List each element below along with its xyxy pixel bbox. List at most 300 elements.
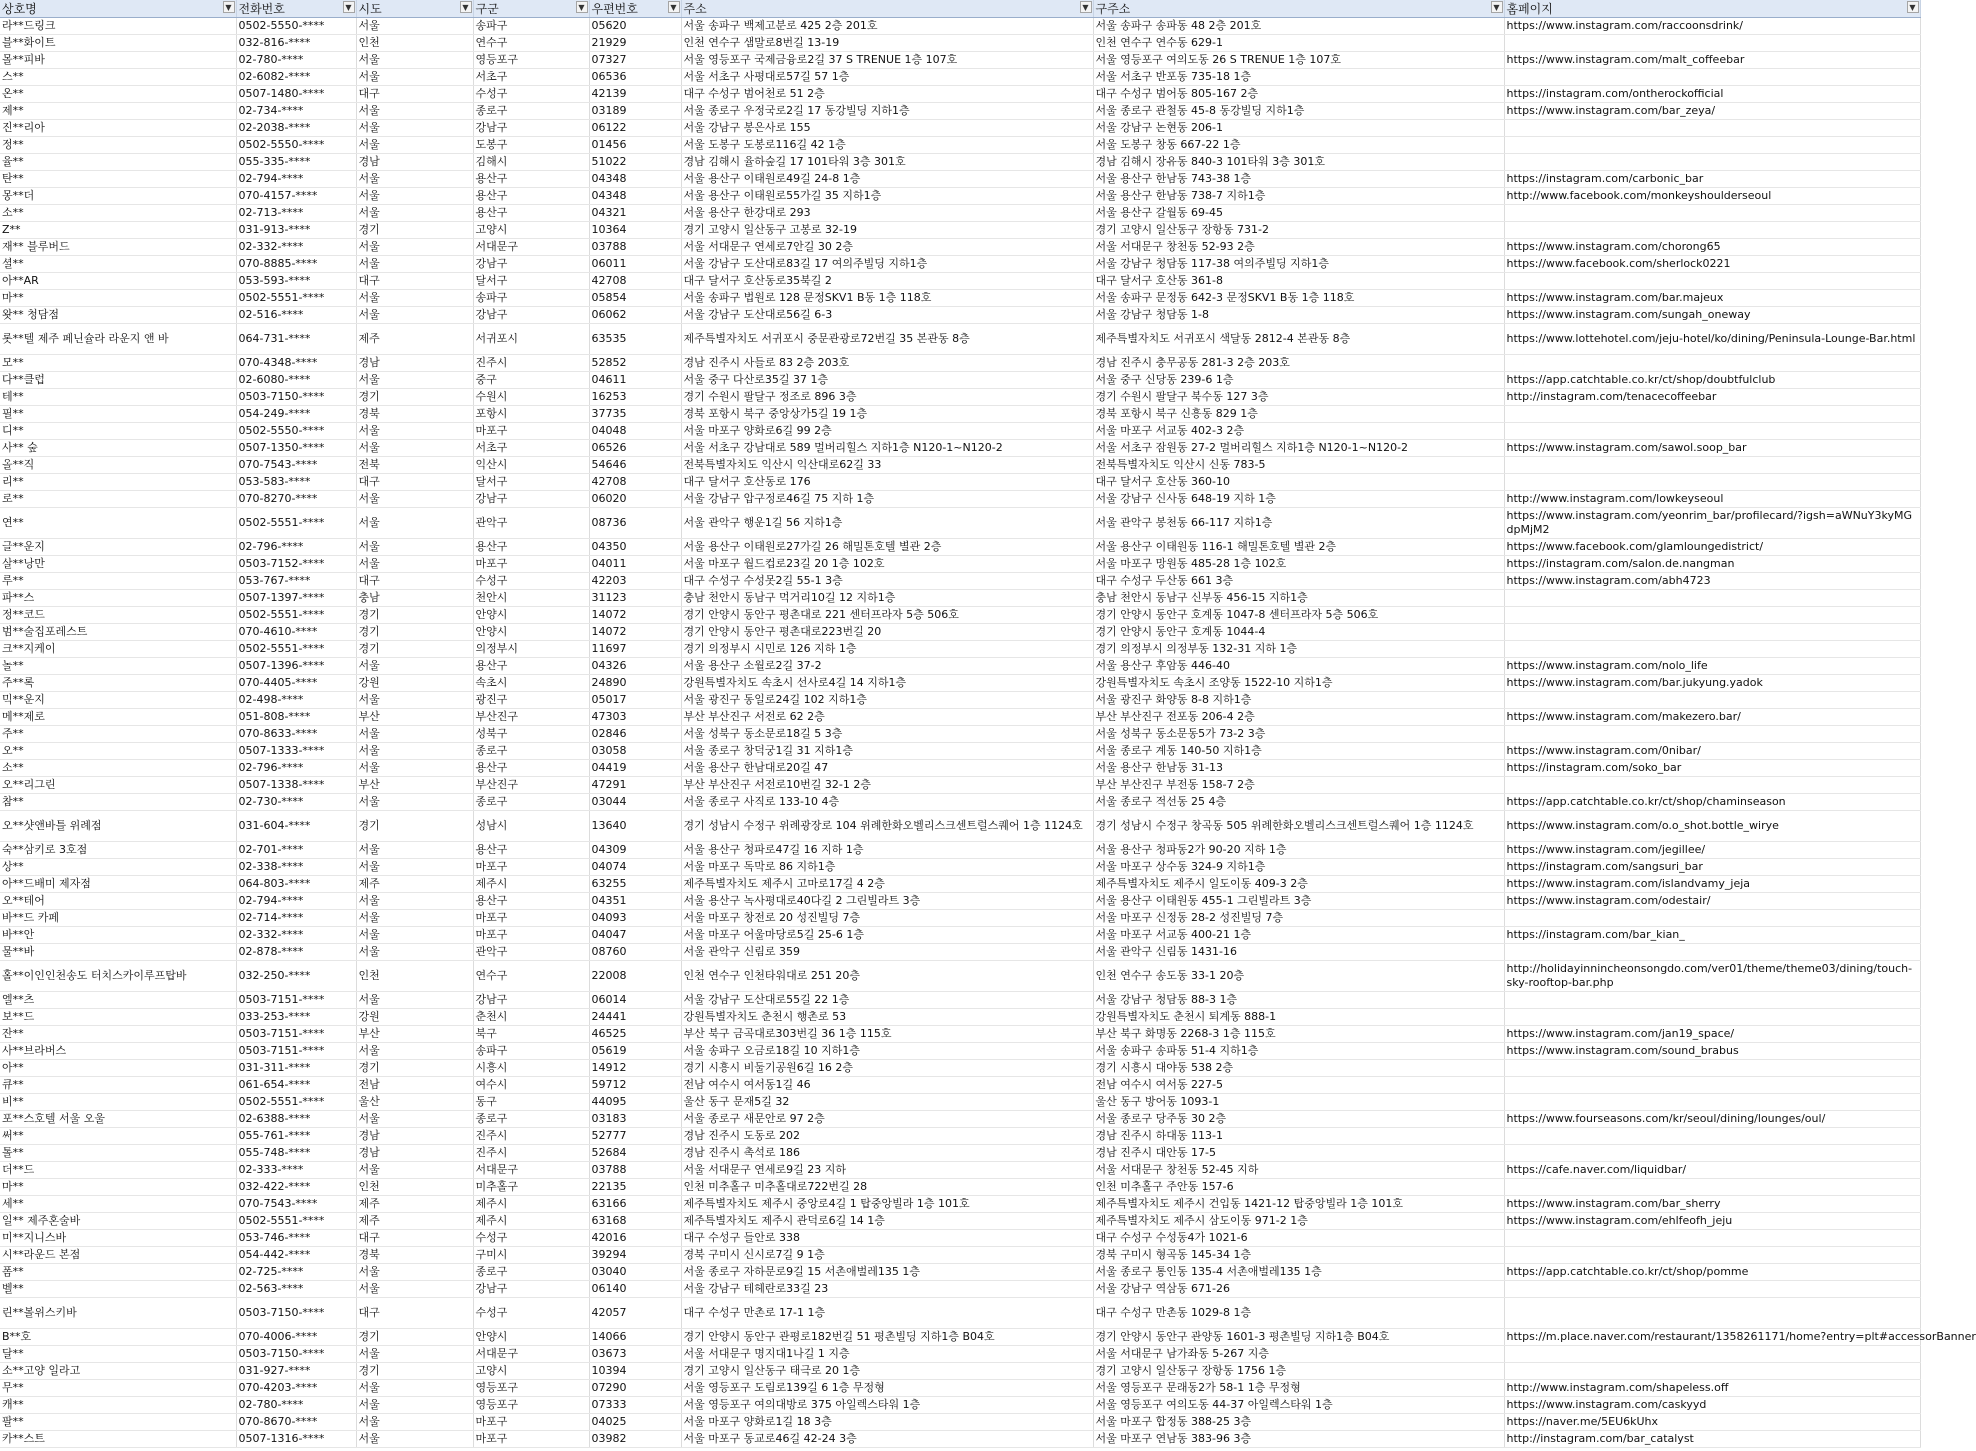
cell-province[interactable]: 서울 xyxy=(356,491,473,508)
cell-district[interactable]: 여수시 xyxy=(473,1077,589,1094)
cell-province[interactable]: 서울 xyxy=(356,1281,473,1298)
cell-name[interactable]: 포**스호텔 서울 오울 xyxy=(0,1111,236,1128)
cell-address[interactable]: 서울 용산구 소월로2길 37-2 xyxy=(681,658,1093,675)
cell-province[interactable]: 충남 xyxy=(356,590,473,607)
cell-old-address[interactable]: 서울 용산구 이태원동 116-1 해밀톤호텔 별관 2층 xyxy=(1093,539,1504,556)
cell-name[interactable]: 제** xyxy=(0,103,236,120)
cell-address[interactable]: 서울 강남구 테헤란로33길 23 xyxy=(681,1281,1093,1298)
cell-postcode[interactable]: 31123 xyxy=(589,590,681,607)
cell-postcode[interactable]: 11697 xyxy=(589,641,681,658)
cell-phone[interactable]: 070-4006-**** xyxy=(236,1329,356,1346)
cell-homepage[interactable]: https://www.instagram.com/bar_zeya/ xyxy=(1504,103,1920,120)
cell-district[interactable]: 제주시 xyxy=(473,1196,589,1213)
cell-province[interactable]: 인천 xyxy=(356,1179,473,1196)
cell-province[interactable]: 경기 xyxy=(356,1363,473,1380)
cell-postcode[interactable]: 02846 xyxy=(589,726,681,743)
cell-old-address[interactable]: 강원특별자치도 춘천시 퇴계동 888-1 xyxy=(1093,1009,1504,1026)
cell-province[interactable]: 서울 xyxy=(356,120,473,137)
cell-old-address[interactable]: 서울 마포구 신정동 28-2 성진빌딩 7층 xyxy=(1093,910,1504,927)
cell-district[interactable]: 포항시 xyxy=(473,406,589,423)
cell-homepage[interactable]: https://www.instagram.com/sawol.soop_bar xyxy=(1504,440,1920,457)
cell-postcode[interactable]: 52777 xyxy=(589,1128,681,1145)
cell-old-address[interactable]: 서울 강남구 청담동 117-38 여의주빌딩 지하1층 xyxy=(1093,256,1504,273)
cell-postcode[interactable]: 04074 xyxy=(589,859,681,876)
cell-old-address[interactable]: 대구 달서구 호산동 360-10 xyxy=(1093,474,1504,491)
cell-postcode[interactable]: 59712 xyxy=(589,1077,681,1094)
cell-name[interactable]: 마** xyxy=(0,290,236,307)
cell-district[interactable]: 안양시 xyxy=(473,607,589,624)
cell-province[interactable]: 경기 xyxy=(356,607,473,624)
cell-address[interactable]: 경남 진주시 사들로 83 2층 203호 xyxy=(681,355,1093,372)
cell-old-address[interactable]: 경남 진주시 대안동 17-5 xyxy=(1093,1145,1504,1162)
cell-address[interactable]: 서울 종로구 사직로 133-10 4층 xyxy=(681,794,1093,811)
cell-phone[interactable]: 051-808-**** xyxy=(236,709,356,726)
cell-old-address[interactable]: 경기 안양시 동안구 호계동 1047-8 센터프라자 5층 506호 xyxy=(1093,607,1504,624)
cell-postcode[interactable]: 05620 xyxy=(589,18,681,35)
cell-homepage[interactable] xyxy=(1504,1298,1920,1329)
cell-phone[interactable]: 0502-5550-**** xyxy=(236,18,356,35)
cell-district[interactable]: 시흥시 xyxy=(473,1060,589,1077)
cell-phone[interactable]: 031-927-**** xyxy=(236,1363,356,1380)
cell-address[interactable]: 서울 마포구 창전로 20 성진빌딩 7층 xyxy=(681,910,1093,927)
cell-name[interactable]: 미**지니스바 xyxy=(0,1230,236,1247)
cell-phone[interactable]: 0507-1480-**** xyxy=(236,86,356,103)
cell-postcode[interactable]: 22135 xyxy=(589,1179,681,1196)
cell-postcode[interactable]: 42708 xyxy=(589,474,681,491)
cell-old-address[interactable]: 서울 마포구 합정동 388-25 3층 xyxy=(1093,1414,1504,1431)
cell-phone[interactable]: 0503-7150-**** xyxy=(236,389,356,406)
cell-district[interactable]: 안양시 xyxy=(473,1329,589,1346)
cell-postcode[interactable]: 14072 xyxy=(589,607,681,624)
cell-old-address[interactable]: 서울 영등포구 여의도동 44-37 아일렉스타워 1층 xyxy=(1093,1397,1504,1414)
cell-postcode[interactable]: 42016 xyxy=(589,1230,681,1247)
cell-name[interactable]: 셜** xyxy=(0,256,236,273)
cell-district[interactable]: 마포구 xyxy=(473,1414,589,1431)
cell-district[interactable]: 용산구 xyxy=(473,658,589,675)
cell-address[interactable]: 서울 종로구 창덕궁1길 31 지하1층 xyxy=(681,743,1093,760)
cell-postcode[interactable]: 03673 xyxy=(589,1346,681,1363)
cell-address[interactable]: 서울 영등포구 도림로139길 6 1층 무정형 xyxy=(681,1380,1093,1397)
cell-phone[interactable]: 0502-5551-**** xyxy=(236,641,356,658)
dropdown-arrow-icon[interactable]: ▼ xyxy=(1491,1,1503,13)
cell-name[interactable]: 아**드배미 제자점 xyxy=(0,876,236,893)
cell-old-address[interactable]: 서울 종로구 통인동 135-4 서촌애벌레135 1층 xyxy=(1093,1264,1504,1281)
cell-district[interactable]: 강남구 xyxy=(473,120,589,137)
cell-address[interactable]: 경기 시흥시 비둘기공원6길 16 2층 xyxy=(681,1060,1093,1077)
cell-phone[interactable]: 0502-5551-**** xyxy=(236,290,356,307)
cell-name[interactable]: 사**브라버스 xyxy=(0,1043,236,1060)
cell-homepage[interactable]: https://app.catchtable.co.kr/ct/shop/pomme xyxy=(1504,1264,1920,1281)
cell-phone[interactable]: 0502-5550-**** xyxy=(236,137,356,154)
cell-homepage[interactable]: https://instagram.com/carbonic_bar xyxy=(1504,171,1920,188)
cell-province[interactable]: 서울 xyxy=(356,423,473,440)
cell-district[interactable]: 진주시 xyxy=(473,355,589,372)
cell-postcode[interactable]: 05854 xyxy=(589,290,681,307)
cell-province[interactable]: 서울 xyxy=(356,692,473,709)
cell-name[interactable]: 린**볼위스키바 xyxy=(0,1298,236,1329)
cell-old-address[interactable]: 부산 부산진구 전포동 206-4 2층 xyxy=(1093,709,1504,726)
cell-province[interactable]: 인천 xyxy=(356,961,473,992)
cell-homepage[interactable]: https://www.instagram.com/islandvamy_jeja xyxy=(1504,876,1920,893)
cell-province[interactable]: 서울 xyxy=(356,256,473,273)
cell-postcode[interactable]: 06020 xyxy=(589,491,681,508)
cell-address[interactable]: 부산 부산진구 서전로 62 2층 xyxy=(681,709,1093,726)
cell-district[interactable]: 서귀포시 xyxy=(473,324,589,355)
cell-phone[interactable]: 032-816-**** xyxy=(236,35,356,52)
cell-postcode[interactable]: 04047 xyxy=(589,927,681,944)
cell-district[interactable]: 달서구 xyxy=(473,273,589,290)
cell-district[interactable]: 수원시 xyxy=(473,389,589,406)
cell-address[interactable]: 서울 관악구 신림로 359 xyxy=(681,944,1093,961)
cell-district[interactable]: 북구 xyxy=(473,1026,589,1043)
cell-homepage[interactable] xyxy=(1504,1179,1920,1196)
cell-homepage[interactable]: https://www.instagram.com/yeonrim_bar/profilecard/?igsh=aWNuY3kyMGdpMjM2 xyxy=(1504,508,1920,539)
cell-district[interactable]: 용산구 xyxy=(473,188,589,205)
cell-province[interactable]: 대구 xyxy=(356,1298,473,1329)
cell-name[interactable]: 무** xyxy=(0,1380,236,1397)
cell-old-address[interactable]: 서울 성북구 동소문동5가 73-2 3층 xyxy=(1093,726,1504,743)
cell-postcode[interactable]: 06536 xyxy=(589,69,681,86)
cell-postcode[interactable]: 06122 xyxy=(589,120,681,137)
cell-postcode[interactable]: 42203 xyxy=(589,573,681,590)
cell-homepage[interactable] xyxy=(1504,1363,1920,1380)
cell-old-address[interactable]: 서울 마포구 서교동 400-21 1층 xyxy=(1093,927,1504,944)
cell-phone[interactable]: 070-8270-**** xyxy=(236,491,356,508)
cell-address[interactable]: 대구 수성구 수성못2길 55-1 3층 xyxy=(681,573,1093,590)
cell-old-address[interactable]: 충남 천안시 동남구 신부동 456-15 지하1층 xyxy=(1093,590,1504,607)
cell-district[interactable]: 마포구 xyxy=(473,927,589,944)
cell-old-address[interactable]: 서울 서대문구 창천동 52-93 2층 xyxy=(1093,239,1504,256)
cell-phone[interactable]: 070-4157-**** xyxy=(236,188,356,205)
cell-old-address[interactable]: 서울 마포구 연남동 383-96 3층 xyxy=(1093,1431,1504,1448)
cell-old-address[interactable]: 경기 성남시 수정구 창곡동 505 위례한화오벨리스크센트럴스퀘어 1층 1124호 xyxy=(1093,811,1504,842)
cell-old-address[interactable]: 제주특별자치도 제주시 일도이동 409-3 2층 xyxy=(1093,876,1504,893)
cell-postcode[interactable]: 04348 xyxy=(589,171,681,188)
cell-phone[interactable]: 0507-1333-**** xyxy=(236,743,356,760)
cell-homepage[interactable] xyxy=(1504,1077,1920,1094)
cell-postcode[interactable]: 06526 xyxy=(589,440,681,457)
cell-province[interactable]: 서울 xyxy=(356,658,473,675)
cell-phone[interactable]: 031-311-**** xyxy=(236,1060,356,1077)
cell-district[interactable]: 마포구 xyxy=(473,910,589,927)
cell-address[interactable]: 서울 송파구 오금로18길 10 지하1층 xyxy=(681,1043,1093,1060)
cell-homepage[interactable]: https://www.instagram.com/raccoonsdrink/ xyxy=(1504,18,1920,35)
cell-postcode[interactable]: 52852 xyxy=(589,355,681,372)
cell-phone[interactable]: 0507-1316-**** xyxy=(236,1431,356,1448)
cell-postcode[interactable]: 52684 xyxy=(589,1145,681,1162)
cell-old-address[interactable]: 서울 광진구 화양동 8-8 지하1층 xyxy=(1093,692,1504,709)
cell-phone[interactable]: 02-2038-**** xyxy=(236,120,356,137)
cell-district[interactable]: 종로구 xyxy=(473,1264,589,1281)
cell-phone[interactable]: 070-7543-**** xyxy=(236,1196,356,1213)
cell-name[interactable]: 카**스트 xyxy=(0,1431,236,1448)
cell-province[interactable]: 서울 xyxy=(356,927,473,944)
cell-old-address[interactable]: 서울 종로구 당주동 30 2층 xyxy=(1093,1111,1504,1128)
cell-name[interactable]: 글**운지 xyxy=(0,539,236,556)
cell-postcode[interactable]: 03040 xyxy=(589,1264,681,1281)
cell-name[interactable]: B**호 xyxy=(0,1329,236,1346)
cell-province[interactable]: 서울 xyxy=(356,188,473,205)
cell-address[interactable]: 서울 용산구 이태원로27가길 26 해밀톤호텔 별관 2층 xyxy=(681,539,1093,556)
cell-postcode[interactable]: 04309 xyxy=(589,842,681,859)
cell-old-address[interactable]: 대구 수성구 수성동4가 1021-6 xyxy=(1093,1230,1504,1247)
cell-old-address[interactable]: 부산 부산진구 부전동 158-7 2층 xyxy=(1093,777,1504,794)
cell-old-address[interactable]: 서울 용산구 후암동 446-40 xyxy=(1093,658,1504,675)
cell-address[interactable]: 서울 관악구 행운1길 56 지하1층 xyxy=(681,508,1093,539)
cell-province[interactable]: 서울 xyxy=(356,743,473,760)
cell-homepage[interactable] xyxy=(1504,641,1920,658)
cell-homepage[interactable]: https://www.instagram.com/o.o_shot.bottle_wirye xyxy=(1504,811,1920,842)
cell-province[interactable]: 서울 xyxy=(356,539,473,556)
cell-district[interactable]: 구미시 xyxy=(473,1247,589,1264)
cell-postcode[interactable]: 39294 xyxy=(589,1247,681,1264)
cell-phone[interactable]: 0503-7151-**** xyxy=(236,1026,356,1043)
cell-old-address[interactable]: 서울 송파구 송파동 48 2층 201호 xyxy=(1093,18,1504,35)
cell-homepage[interactable]: https://instagram.com/sangsuri_bar xyxy=(1504,859,1920,876)
dropdown-arrow-icon[interactable]: ▼ xyxy=(1080,1,1092,13)
cell-province[interactable]: 경기 xyxy=(356,222,473,239)
cell-phone[interactable]: 070-8885-**** xyxy=(236,256,356,273)
cell-homepage[interactable] xyxy=(1504,355,1920,372)
cell-district[interactable]: 용산구 xyxy=(473,171,589,188)
cell-district[interactable]: 마포구 xyxy=(473,423,589,440)
cell-old-address[interactable]: 서울 용산구 갈월동 69-45 xyxy=(1093,205,1504,222)
cell-name[interactable]: 디** xyxy=(0,423,236,440)
cell-old-address[interactable]: 경기 안양시 동안구 호계동 1044-4 xyxy=(1093,624,1504,641)
cell-phone[interactable]: 0503-7151-**** xyxy=(236,1043,356,1060)
cell-phone[interactable]: 02-794-**** xyxy=(236,893,356,910)
cell-district[interactable]: 수성구 xyxy=(473,573,589,590)
cell-homepage[interactable] xyxy=(1504,1145,1920,1162)
cell-old-address[interactable]: 서울 송파구 문정동 642-3 문정SKV1 B동 1층 118호 xyxy=(1093,290,1504,307)
cell-old-address[interactable]: 서울 강남구 신사동 648-19 지하 1층 xyxy=(1093,491,1504,508)
cell-homepage[interactable]: https://instagram.com/bar_kian_ xyxy=(1504,927,1920,944)
cell-address[interactable]: 서울 마포구 동교로46길 42-24 3층 xyxy=(681,1431,1093,1448)
cell-homepage[interactable] xyxy=(1504,423,1920,440)
cell-phone[interactable]: 070-4610-**** xyxy=(236,624,356,641)
cell-address[interactable]: 서울 마포구 양화로1길 18 3층 xyxy=(681,1414,1093,1431)
cell-old-address[interactable]: 서울 송파구 송파동 51-4 지하1층 xyxy=(1093,1043,1504,1060)
cell-address[interactable]: 경남 김해시 율하숲길 17 101타워 3층 301호 xyxy=(681,154,1093,171)
cell-postcode[interactable]: 14912 xyxy=(589,1060,681,1077)
cell-address[interactable]: 경기 안양시 동안구 평촌대로223번길 20 xyxy=(681,624,1093,641)
cell-address[interactable]: 전남 여수시 여서동1길 46 xyxy=(681,1077,1093,1094)
cell-phone[interactable]: 055-748-**** xyxy=(236,1145,356,1162)
cell-homepage[interactable]: https://www.instagram.com/jegillee/ xyxy=(1504,842,1920,859)
cell-name[interactable]: 바**드 카페 xyxy=(0,910,236,927)
cell-province[interactable]: 서울 xyxy=(356,794,473,811)
cell-old-address[interactable]: 서울 강남구 역삼동 671-26 xyxy=(1093,1281,1504,1298)
cell-district[interactable]: 서초구 xyxy=(473,69,589,86)
cell-name[interactable]: 재** 블루버드 xyxy=(0,239,236,256)
cell-province[interactable]: 서울 xyxy=(356,859,473,876)
cell-homepage[interactable] xyxy=(1504,590,1920,607)
cell-phone[interactable]: 02-332-**** xyxy=(236,927,356,944)
cell-district[interactable]: 서대문구 xyxy=(473,1162,589,1179)
cell-province[interactable]: 대구 xyxy=(356,1230,473,1247)
cell-address[interactable]: 서울 강남구 압구정로46길 75 지하 1층 xyxy=(681,491,1093,508)
cell-postcode[interactable]: 06011 xyxy=(589,256,681,273)
cell-province[interactable]: 서울 xyxy=(356,1264,473,1281)
cell-old-address[interactable]: 서울 마포구 망원동 485-28 1층 102호 xyxy=(1093,556,1504,573)
cell-district[interactable]: 광진구 xyxy=(473,692,589,709)
cell-old-address[interactable]: 대구 달서구 호산동 361-8 xyxy=(1093,273,1504,290)
cell-address[interactable]: 부산 부산진구 서전로10번길 32-1 2층 xyxy=(681,777,1093,794)
cell-name[interactable]: 몰**피바 xyxy=(0,52,236,69)
cell-name[interactable]: 일** 제주혼술바 xyxy=(0,1213,236,1230)
cell-district[interactable]: 마포구 xyxy=(473,556,589,573)
cell-postcode[interactable]: 63166 xyxy=(589,1196,681,1213)
cell-district[interactable]: 김해시 xyxy=(473,154,589,171)
cell-homepage[interactable]: http://instagram.com/tenacecoffeebar xyxy=(1504,389,1920,406)
cell-name[interactable]: 물**바 xyxy=(0,944,236,961)
cell-district[interactable]: 고양시 xyxy=(473,1363,589,1380)
cell-name[interactable]: 마** xyxy=(0,1179,236,1196)
cell-province[interactable]: 서울 xyxy=(356,103,473,120)
cell-province[interactable]: 서울 xyxy=(356,992,473,1009)
cell-district[interactable]: 강남구 xyxy=(473,491,589,508)
cell-phone[interactable]: 02-713-**** xyxy=(236,205,356,222)
cell-homepage[interactable]: https://www.facebook.com/glamloungedistrict/ xyxy=(1504,539,1920,556)
cell-address[interactable]: 부산 북구 금곡대로303번길 36 1층 115호 xyxy=(681,1026,1093,1043)
cell-district[interactable]: 영등포구 xyxy=(473,1397,589,1414)
cell-postcode[interactable]: 04419 xyxy=(589,760,681,777)
cell-phone[interactable]: 0507-1350-**** xyxy=(236,440,356,457)
cell-old-address[interactable]: 인천 연수구 연수동 629-1 xyxy=(1093,35,1504,52)
cell-name[interactable]: 사** 숲 xyxy=(0,440,236,457)
cell-homepage[interactable]: https://www.instagram.com/bar.jukyung.yadok xyxy=(1504,675,1920,692)
cell-province[interactable]: 서울 xyxy=(356,1111,473,1128)
cell-old-address[interactable]: 서울 용산구 이태원동 455-1 그린빌라트 3층 xyxy=(1093,893,1504,910)
cell-postcode[interactable]: 54646 xyxy=(589,457,681,474)
cell-name[interactable]: 롯**텔 제주 페닌슐라 라운지 앤 바 xyxy=(0,324,236,355)
cell-address[interactable]: 제주특별자치도 제주시 중앙로4길 1 탑중앙빌라 1층 101호 xyxy=(681,1196,1093,1213)
cell-name[interactable]: 오** xyxy=(0,743,236,760)
cell-name[interactable]: 숙**삼키로 3호점 xyxy=(0,842,236,859)
cell-phone[interactable]: 02-780-**** xyxy=(236,1397,356,1414)
cell-district[interactable]: 천안시 xyxy=(473,590,589,607)
cell-name[interactable]: 루** xyxy=(0,573,236,590)
cell-district[interactable]: 관악구 xyxy=(473,508,589,539)
cell-province[interactable]: 경남 xyxy=(356,1145,473,1162)
cell-address[interactable]: 경북 포항시 북구 중앙상가5길 19 1층 xyxy=(681,406,1093,423)
cell-province[interactable]: 경남 xyxy=(356,1128,473,1145)
cell-phone[interactable]: 0507-1396-**** xyxy=(236,658,356,675)
cell-postcode[interactable]: 42708 xyxy=(589,273,681,290)
cell-name[interactable]: 톨** xyxy=(0,1145,236,1162)
cell-address[interactable]: 서울 마포구 월드컵로23길 20 1층 102호 xyxy=(681,556,1093,573)
cell-address[interactable]: 서울 영등포구 여의대방로 375 아일렉스타워 1층 xyxy=(681,1397,1093,1414)
cell-address[interactable]: 대구 수성구 만촌로 17-1 1층 xyxy=(681,1298,1093,1329)
cell-address[interactable]: 인천 연수구 샘말로8번길 13-19 xyxy=(681,35,1093,52)
cell-province[interactable]: 인천 xyxy=(356,35,473,52)
cell-province[interactable]: 대구 xyxy=(356,273,473,290)
cell-postcode[interactable]: 14066 xyxy=(589,1329,681,1346)
cell-address[interactable]: 서울 서대문구 명지대1나길 1 지층 xyxy=(681,1346,1093,1363)
cell-postcode[interactable]: 03788 xyxy=(589,1162,681,1179)
cell-name[interactable]: 몽**더 xyxy=(0,188,236,205)
cell-name[interactable]: 믹**운지 xyxy=(0,692,236,709)
cell-old-address[interactable]: 경기 고양시 일산동구 장항동 731-2 xyxy=(1093,222,1504,239)
cell-homepage[interactable] xyxy=(1504,992,1920,1009)
cell-postcode[interactable]: 03044 xyxy=(589,794,681,811)
cell-address[interactable]: 서울 송파구 백제고분로 425 2층 201호 xyxy=(681,18,1093,35)
cell-name[interactable]: 로** xyxy=(0,491,236,508)
cell-district[interactable]: 안양시 xyxy=(473,624,589,641)
cell-postcode[interactable]: 03982 xyxy=(589,1431,681,1448)
cell-phone[interactable]: 02-563-**** xyxy=(236,1281,356,1298)
cell-province[interactable]: 제주 xyxy=(356,324,473,355)
dropdown-arrow-icon[interactable]: ▼ xyxy=(576,1,588,13)
cell-district[interactable]: 용산구 xyxy=(473,893,589,910)
cell-district[interactable]: 마포구 xyxy=(473,1431,589,1448)
cell-postcode[interactable]: 22008 xyxy=(589,961,681,992)
cell-name[interactable]: 테** xyxy=(0,389,236,406)
cell-district[interactable]: 용산구 xyxy=(473,539,589,556)
cell-address[interactable]: 제주특별자치도 제주시 관덕로6길 14 1층 xyxy=(681,1213,1093,1230)
cell-address[interactable]: 서울 강남구 봉은사로 155 xyxy=(681,120,1093,137)
cell-name[interactable]: 비** xyxy=(0,1094,236,1111)
cell-old-address[interactable]: 인천 연수구 송도동 33-1 20층 xyxy=(1093,961,1504,992)
cell-address[interactable]: 서울 용산구 한남대로20길 47 xyxy=(681,760,1093,777)
cell-postcode[interactable]: 13640 xyxy=(589,811,681,842)
cell-address[interactable]: 대구 수성구 들안로 338 xyxy=(681,1230,1093,1247)
cell-homepage[interactable]: http://www.facebook.com/monkeyshoulderseoul xyxy=(1504,188,1920,205)
cell-phone[interactable]: 02-333-**** xyxy=(236,1162,356,1179)
cell-address[interactable]: 충남 천안시 동남구 먹거리10길 12 지하1층 xyxy=(681,590,1093,607)
cell-phone[interactable]: 031-913-**** xyxy=(236,222,356,239)
cell-phone[interactable]: 02-338-**** xyxy=(236,859,356,876)
cell-district[interactable]: 송파구 xyxy=(473,18,589,35)
cell-postcode[interactable]: 08736 xyxy=(589,508,681,539)
cell-old-address[interactable]: 서울 강남구 청담동 1-8 xyxy=(1093,307,1504,324)
cell-phone[interactable]: 0502-5551-**** xyxy=(236,1213,356,1230)
cell-old-address[interactable]: 인천 미추홀구 주안동 157-6 xyxy=(1093,1179,1504,1196)
cell-province[interactable]: 서울 xyxy=(356,205,473,222)
cell-name[interactable]: 폼** xyxy=(0,1264,236,1281)
cell-old-address[interactable]: 경남 진주시 하대동 113-1 xyxy=(1093,1128,1504,1145)
cell-province[interactable]: 서울 xyxy=(356,944,473,961)
cell-phone[interactable]: 055-335-**** xyxy=(236,154,356,171)
cell-address[interactable]: 대구 수성구 범어천로 51 2층 xyxy=(681,86,1093,103)
cell-address[interactable]: 울산 동구 문재5길 32 xyxy=(681,1094,1093,1111)
cell-address[interactable]: 제주특별자치도 서귀포시 중문관광로72번길 35 본관동 8층 xyxy=(681,324,1093,355)
cell-postcode[interactable]: 03183 xyxy=(589,1111,681,1128)
cell-address[interactable]: 경기 의정부시 시민로 126 지하 1층 xyxy=(681,641,1093,658)
cell-old-address[interactable]: 전북특별자치도 익산시 신동 783-5 xyxy=(1093,457,1504,474)
cell-name[interactable]: 살**낭만 xyxy=(0,556,236,573)
cell-address[interactable]: 서울 마포구 어울마당로5길 25-6 1층 xyxy=(681,927,1093,944)
cell-old-address[interactable]: 경기 의정부시 의정부동 132-31 지하 1층 xyxy=(1093,641,1504,658)
cell-postcode[interactable]: 03788 xyxy=(589,239,681,256)
cell-address[interactable]: 인천 미추홀구 미추홀대로722번길 28 xyxy=(681,1179,1093,1196)
cell-address[interactable]: 서울 종로구 자하문로9길 15 서촌애벌레135 1층 xyxy=(681,1264,1093,1281)
cell-homepage[interactable] xyxy=(1504,624,1920,641)
cell-district[interactable]: 진주시 xyxy=(473,1145,589,1162)
cell-homepage[interactable]: https://www.instagram.com/nolo_life xyxy=(1504,658,1920,675)
cell-province[interactable]: 서울 xyxy=(356,1380,473,1397)
cell-province[interactable]: 서울 xyxy=(356,137,473,154)
cell-postcode[interactable]: 07333 xyxy=(589,1397,681,1414)
cell-phone[interactable]: 02-780-**** xyxy=(236,52,356,69)
cell-phone[interactable]: 0502-5551-**** xyxy=(236,1094,356,1111)
cell-address[interactable]: 강원특별자치도 춘천시 행촌로 53 xyxy=(681,1009,1093,1026)
cell-old-address[interactable]: 부산 북구 화명동 2268-3 1층 115호 xyxy=(1093,1026,1504,1043)
cell-phone[interactable]: 02-332-**** xyxy=(236,239,356,256)
cell-address[interactable]: 서울 서초구 사평대로57길 57 1층 xyxy=(681,69,1093,86)
cell-province[interactable]: 서울 xyxy=(356,307,473,324)
cell-address[interactable]: 경기 고양시 일산동구 고봉로 32-19 xyxy=(681,222,1093,239)
